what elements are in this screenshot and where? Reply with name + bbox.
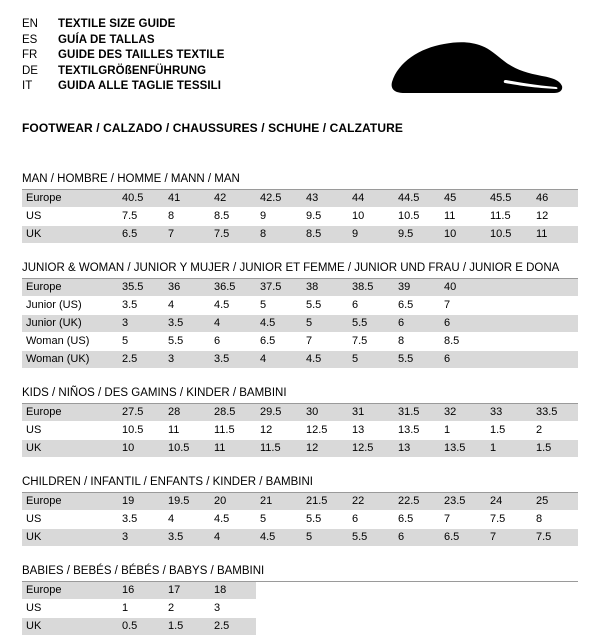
cell: 7 (164, 226, 210, 244)
cell: 4.5 (210, 297, 256, 315)
language-row (22, 65, 225, 81)
cell: 11.5 (486, 208, 532, 226)
group-title: KIDS / NIÑOS / DES GAMINS / KINDER / BAMBINI (22, 387, 578, 404)
cell: 3 (164, 351, 210, 369)
cell: 8 (164, 208, 210, 226)
cell: 33 (486, 404, 532, 422)
cell: 11.5 (210, 422, 256, 440)
cell: 6.5 (394, 297, 440, 315)
table-row (22, 440, 578, 458)
cell: 22.5 (394, 493, 440, 511)
cell: 12 (532, 208, 578, 226)
cell: 38 (302, 279, 348, 297)
table-row (22, 511, 578, 529)
cell: 8.5 (210, 208, 256, 226)
group-title: JUNIOR & WOMAN / JUNIOR Y MUJER / JUNIOR ET FEMME / JUNIOR UND FRAU / JUNIOR E DONA (22, 262, 578, 279)
language-row (22, 49, 225, 65)
language-title: TEXTILE SIZE GUIDE (58, 18, 176, 30)
row-label: Woman (US) (22, 333, 118, 351)
cell: 13.5 (394, 422, 440, 440)
cell (348, 600, 394, 618)
language-row (22, 18, 225, 34)
cell: 41 (164, 190, 210, 208)
table-row (22, 493, 578, 511)
cell: 45 (440, 190, 486, 208)
row-label: Europe (22, 404, 118, 422)
cell: 6.5 (394, 511, 440, 529)
cell (532, 351, 578, 369)
table-row (22, 600, 578, 618)
cell: 9.5 (302, 208, 348, 226)
cell (486, 333, 532, 351)
cell: 4.5 (210, 511, 256, 529)
cell: 4 (210, 315, 256, 333)
row-label: US (22, 208, 118, 226)
cell: 4.5 (302, 351, 348, 369)
cell (532, 618, 578, 636)
table-row (22, 226, 578, 244)
cell: 4 (164, 511, 210, 529)
size-table (22, 279, 578, 369)
cell: 6 (348, 297, 394, 315)
cell: 8 (256, 226, 302, 244)
cell: 35.5 (118, 279, 164, 297)
cell: 37.5 (256, 279, 302, 297)
cell (532, 315, 578, 333)
cell: 12 (302, 440, 348, 458)
cell: 31 (348, 404, 394, 422)
cell: 3 (118, 529, 164, 547)
cell: 18 (210, 582, 256, 600)
cell (486, 315, 532, 333)
cell: 42 (210, 190, 256, 208)
language-code: DE (22, 64, 38, 77)
cell: 6 (440, 315, 486, 333)
row-label: US (22, 511, 118, 529)
cell: 7.5 (532, 529, 578, 547)
table-row (22, 297, 578, 315)
cell: 1.5 (486, 422, 532, 440)
cell: 28 (164, 404, 210, 422)
language-row (22, 34, 225, 50)
language-code: IT (22, 80, 33, 92)
cell: 31.5 (394, 404, 440, 422)
cell (440, 618, 486, 636)
group-title: MAN / HOMBRE / HOMME / MANN / MAN (22, 173, 578, 190)
cell (256, 600, 302, 618)
cell (302, 582, 348, 600)
size-group-children (22, 476, 578, 547)
cell: 20 (210, 493, 256, 511)
cell: 24 (486, 493, 532, 511)
cell: 6 (394, 315, 440, 333)
cell: 44 (348, 190, 394, 208)
cell: 4.5 (256, 315, 302, 333)
cell: 9.5 (394, 226, 440, 244)
cell: 12.5 (348, 440, 394, 458)
cell (532, 279, 578, 297)
cell: 8.5 (440, 333, 486, 351)
cell: 2 (164, 600, 210, 618)
cell: 3.5 (118, 511, 164, 529)
cell: 11 (164, 422, 210, 440)
cell: 10 (348, 208, 394, 226)
cell: 5 (256, 297, 302, 315)
row-label: Europe (22, 190, 118, 208)
row-label: Woman (UK) (22, 351, 118, 369)
cell: 7.5 (118, 208, 164, 226)
cell: 10 (118, 440, 164, 458)
table-row (22, 208, 578, 226)
cell: 28.5 (210, 404, 256, 422)
cell: 17 (164, 582, 210, 600)
cell: 5.5 (302, 297, 348, 315)
cell: 10.5 (164, 440, 210, 458)
footwear-section-title: FOOTWEAR / CALZADO / CHAUSSURES / SCHUHE / CALZATURE (22, 121, 403, 135)
table-row (22, 529, 578, 547)
cell: 13.5 (440, 440, 486, 458)
cell: 21.5 (302, 493, 348, 511)
cell: 7.5 (210, 226, 256, 244)
cell: 7 (440, 297, 486, 315)
cell (440, 600, 486, 618)
cell: 1 (118, 600, 164, 618)
cell (440, 582, 486, 600)
cell: 43 (302, 190, 348, 208)
row-label: Europe (22, 493, 118, 511)
cell: 5.5 (394, 351, 440, 369)
cell: 5.5 (302, 511, 348, 529)
cell: 10.5 (486, 226, 532, 244)
cell: 5 (256, 511, 302, 529)
cell: 21 (256, 493, 302, 511)
dress-shoe-icon (386, 30, 566, 107)
cell: 23.5 (440, 493, 486, 511)
size-table (22, 404, 578, 458)
cell: 7.5 (348, 333, 394, 351)
row-label: Europe (22, 582, 118, 600)
row-label: UK (22, 226, 118, 244)
cell: 11 (532, 226, 578, 244)
cell (302, 618, 348, 636)
table-row (22, 351, 578, 369)
cell: 46 (532, 190, 578, 208)
cell: 6.5 (440, 529, 486, 547)
language-title-list (22, 18, 225, 96)
size-group-man (22, 173, 578, 244)
cell: 40.5 (118, 190, 164, 208)
row-label: Europe (22, 279, 118, 297)
cell: 13 (394, 440, 440, 458)
table-row (22, 422, 578, 440)
cell: 25 (532, 493, 578, 511)
size-table (22, 493, 578, 547)
language-row (22, 80, 225, 96)
cell: 7 (440, 511, 486, 529)
cell: 33.5 (532, 404, 578, 422)
cell (486, 279, 532, 297)
cell: 29.5 (256, 404, 302, 422)
cell: 40 (440, 279, 486, 297)
cell: 42.5 (256, 190, 302, 208)
row-label: US (22, 600, 118, 618)
cell (486, 600, 532, 618)
cell: 13 (348, 422, 394, 440)
cell: 10.5 (118, 422, 164, 440)
cell: 44.5 (394, 190, 440, 208)
cell: 12 (256, 422, 302, 440)
cell: 22 (348, 493, 394, 511)
cell: 39 (394, 279, 440, 297)
table-row (22, 190, 578, 208)
cell: 7.5 (486, 511, 532, 529)
cell: 32 (440, 404, 486, 422)
cell: 36 (164, 279, 210, 297)
cell: 6.5 (256, 333, 302, 351)
cell (256, 582, 302, 600)
language-title: GUIDE DES TAILLES TEXTILE (58, 49, 225, 61)
cell: 11 (440, 208, 486, 226)
size-table (22, 190, 578, 244)
cell (394, 618, 440, 636)
table-row (22, 333, 578, 351)
cell: 1.5 (164, 618, 210, 636)
cell: 45.5 (486, 190, 532, 208)
cell: 2 (532, 422, 578, 440)
group-title: BABIES / BEBÉS / BÉBÉS / BABYS / BAMBINI (22, 565, 578, 582)
cell: 0.5 (118, 618, 164, 636)
row-label: UK (22, 529, 118, 547)
cell: 3.5 (210, 351, 256, 369)
cell (486, 351, 532, 369)
cell: 3.5 (164, 529, 210, 547)
header (22, 18, 578, 107)
cell: 5.5 (348, 529, 394, 547)
row-label: Junior (US) (22, 297, 118, 315)
cell: 10.5 (394, 208, 440, 226)
cell: 38.5 (348, 279, 394, 297)
cell: 3 (118, 315, 164, 333)
cell: 8 (394, 333, 440, 351)
cell: 19 (118, 493, 164, 511)
size-table (22, 582, 578, 636)
cell (302, 600, 348, 618)
table-row (22, 404, 578, 422)
cell: 5 (118, 333, 164, 351)
table-row (22, 279, 578, 297)
cell: 7 (486, 529, 532, 547)
cell: 4 (210, 529, 256, 547)
cell: 5 (302, 529, 348, 547)
cell: 6 (440, 351, 486, 369)
cell: 4.5 (256, 529, 302, 547)
cell: 6 (210, 333, 256, 351)
cell (532, 582, 578, 600)
cell: 11 (210, 440, 256, 458)
row-label: UK (22, 440, 118, 458)
cell (394, 582, 440, 600)
cell (486, 297, 532, 315)
language-title: TEXTILGRÖßENFÜHRUNG (58, 64, 207, 77)
cell (394, 600, 440, 618)
language-code: FR (22, 49, 38, 61)
cell: 6.5 (118, 226, 164, 244)
cell: 2.5 (210, 618, 256, 636)
size-group-babies (22, 565, 578, 636)
cell: 8 (532, 511, 578, 529)
cell (532, 600, 578, 618)
language-code: ES (22, 33, 38, 46)
language-title: GUÍA DE TALLAS (58, 33, 155, 46)
cell: 6 (348, 511, 394, 529)
cell: 3.5 (164, 315, 210, 333)
cell: 3.5 (118, 297, 164, 315)
cell: 4 (256, 351, 302, 369)
cell: 7 (302, 333, 348, 351)
cell: 5.5 (348, 315, 394, 333)
cell (486, 582, 532, 600)
row-label: US (22, 422, 118, 440)
cell: 10 (440, 226, 486, 244)
cell (348, 618, 394, 636)
language-title: GUIDA ALLE TAGLIE TESSILI (58, 80, 222, 92)
cell: 19.5 (164, 493, 210, 511)
cell: 1 (440, 422, 486, 440)
cell: 4 (164, 297, 210, 315)
cell: 30 (302, 404, 348, 422)
cell: 9 (256, 208, 302, 226)
language-code: EN (22, 18, 38, 30)
cell (256, 618, 302, 636)
table-row (22, 618, 578, 636)
cell: 8.5 (302, 226, 348, 244)
cell: 9 (348, 226, 394, 244)
cell: 5 (348, 351, 394, 369)
cell: 11.5 (256, 440, 302, 458)
cell: 5.5 (164, 333, 210, 351)
size-group-junior-woman (22, 262, 578, 369)
cell (348, 582, 394, 600)
cell (486, 618, 532, 636)
cell: 16 (118, 582, 164, 600)
row-label: Junior (UK) (22, 315, 118, 333)
cell: 3 (210, 600, 256, 618)
cell: 1.5 (532, 440, 578, 458)
cell: 36.5 (210, 279, 256, 297)
cell (532, 297, 578, 315)
size-group-kids (22, 387, 578, 458)
cell: 6 (394, 529, 440, 547)
cell (532, 333, 578, 351)
cell: 1 (486, 440, 532, 458)
cell: 12.5 (302, 422, 348, 440)
cell: 5 (302, 315, 348, 333)
cell: 27.5 (118, 404, 164, 422)
table-row (22, 315, 578, 333)
group-title: CHILDREN / INFANTIL / ENFANTS / KINDER / BAMBINI (22, 476, 578, 493)
row-label: UK (22, 618, 118, 636)
table-row (22, 582, 578, 600)
cell: 2.5 (118, 351, 164, 369)
